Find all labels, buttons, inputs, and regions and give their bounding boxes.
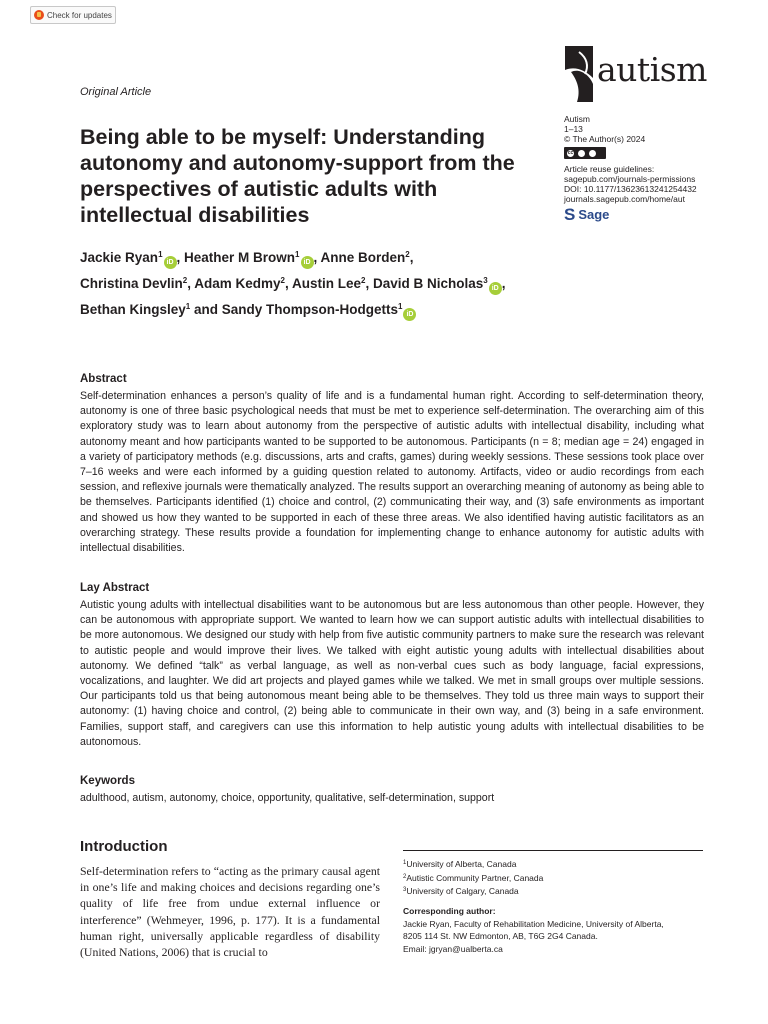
author-separator: , [501, 276, 506, 291]
author-separator: , [187, 276, 195, 291]
author-separator: , [176, 250, 185, 265]
author-name[interactable]: David B Nicholas [372, 276, 484, 291]
affiliation-text: University of Calgary, Canada [406, 886, 519, 896]
abstract-text: Self-determination enhances a person’s quality of life and is a fundamental human right. According to self-determination theory, autonomy is one of three basic psychological needs that must be met to experience self-determination. The overarching aim of this exploratory study was to learn about autonomy from the perspective of autistic adults with intellectual disability, including what autonomy meant and how participants wanted to be supported to be autonomous. Participants (n = 8; median age = 24) engaged in a variety of participatory methods (e.g. discussions, arts and crafts, games) during weekly sessions. These sessions took place over 7–16 weeks and were each informed by a guiding question related to autonomy. Artifacts, video or audio recordings from each session, and reflexive journals were thematically analyzed. The results support an overarching meaning of autonomy as being able to be themselves. Participants identified (1) choice and control, (2) communicating their way, and (3) safe environments as important and showed us how they wanted to be supported in each of these three areas. We also identified having autistic facilitators as an overarching strategy. These results provide a foundation for implementing change to enhance autonomy for autistic adults with intellectual disabilities. [80, 390, 705, 555]
author-affiliation: 2 [182, 276, 188, 285]
author-separator: , [409, 250, 414, 265]
author-affiliation: 2 [361, 276, 366, 285]
affiliation-item [403, 857, 703, 871]
affiliation-number: 2 [403, 873, 407, 880]
cc-nc-icon [588, 149, 597, 158]
author-affiliation: 1 [185, 302, 191, 311]
journal-home-link[interactable]: journals.sagepub.com/home/aut [564, 194, 685, 204]
author-affiliation: 3 [483, 276, 488, 285]
author-name[interactable]: Jackie Ryan [80, 250, 159, 265]
author-separator: , [284, 276, 292, 291]
corresponding-email[interactable]: Email: jgryan@ualberta.ca [403, 943, 503, 954]
lay-abstract-heading: Lay Abstract [80, 582, 150, 594]
cc-by-icon [577, 149, 586, 158]
journal-name: Autism [564, 114, 590, 124]
lay-abstract-text: Autistic young adults with intellectual disabilities want to be autonomous but are less autonomous than other people. However, they can be autonomous with appropriate support. We wanted to learn how we can support autistic adults with intellectual disabilities to be more autonomous. We designed our study with help from five autistic community partners to make sure the research was relevant to autistic people and would improve their lives. We talked with eight autistic young adults with intellectual disabilities about autonomy. We defined “talk” as verbal language, as well as non-verbal cues such as body language, facial expressions, vocalizations, and laughter. We did art projects and played games while we talked. We met in small groups over multiple sessions. Our participants told us that being autonomous meant being able to be themselves. They told us three main ways to support their autonomy: (1) having choice and control, (2) being able to communicate in their own way, and (3) being in a safe environment. Families, support staff, and caregivers can use this information to help autistic young adults with intellectual disabilities to be autonomous. [80, 599, 704, 748]
journal-meta [564, 114, 734, 224]
author-separator: and [190, 302, 222, 317]
doi-link[interactable]: DOI: 10.1177/13623613241254432 [564, 184, 697, 194]
author-name[interactable]: Christina Devlin [80, 276, 183, 291]
introduction-text: Self-determination refers to “acting as the primary causal agent in one’s life and making choices and decisions regarding one’s quality of life free from undue external influence or interference” (Wehmeyer, 1996, p. 177). It is a fundamental human right, universally applicable regardless of disability (United Nations, 2006) that is crucial to [80, 864, 380, 960]
article-type: Original Article [80, 86, 152, 98]
author-name[interactable]: Adam Kedmy [194, 276, 281, 291]
journal-logo-text: autism [597, 50, 707, 89]
affiliation-item [403, 871, 703, 885]
check-for-updates-label: Check for updates [47, 10, 112, 20]
author-affiliation: 1 [398, 302, 403, 311]
affiliation-number: 3 [403, 887, 407, 893]
cc-mark: cc [567, 149, 574, 156]
corresponding-line1: Jackie Ryan, Faculty of Rehabilitation Medicine, University of Alberta, [403, 918, 664, 929]
introduction-heading: Introduction [80, 838, 168, 855]
author-list [80, 243, 600, 321]
author-affiliation: 1 [158, 250, 163, 259]
check-updates-icon [34, 10, 44, 20]
orcid-icon[interactable]: iD [489, 282, 502, 295]
keywords-text: adulthood, autism, autonomy, choice, opportunity, qualitative, self-determination, support [80, 792, 495, 804]
abstract-heading: Abstract [80, 373, 127, 385]
affiliation-list [403, 857, 703, 898]
author-affiliation: 2 [280, 276, 285, 285]
journal-pages: 1–13 [564, 124, 583, 134]
author-name[interactable]: Austin Lee [292, 276, 362, 291]
author-name[interactable]: Sandy Thompson-Hodgetts [221, 302, 398, 317]
author-affiliation: 2 [405, 250, 410, 259]
affiliation-text: Autistic Community Partner, Canada [406, 872, 544, 883]
orcid-icon[interactable]: iD [403, 308, 416, 321]
keywords-heading: Keywords [80, 775, 135, 787]
sage-logo-icon: S [564, 205, 576, 224]
affiliation-item [403, 884, 703, 898]
orcid-icon[interactable]: iD [164, 256, 177, 269]
sage-logo [564, 205, 734, 224]
author-name[interactable]: Bethan Kingsley [80, 302, 186, 317]
article-title: Being able to be myself: Understanding autonomy and autonomy-support from the perspectives of autistic adults with intellectual disabilities [80, 125, 515, 227]
corresponding-line2: 8205 114 St. NW Edmonton, AB, T6G 2G4 Canada. [403, 931, 598, 941]
author-name[interactable]: Heather M Brown [184, 250, 296, 265]
corresponding-author [403, 905, 713, 955]
author-separator: , [365, 276, 373, 291]
affiliation-text: University of Alberta, Canada [406, 859, 517, 869]
author-separator: , [313, 250, 321, 265]
orcid-icon[interactable]: iD [301, 256, 314, 269]
publisher-name: Sage [578, 207, 610, 222]
corresponding-label: Corresponding author: [403, 906, 496, 916]
footnote-divider [403, 850, 703, 851]
affiliation-number: 1 [403, 860, 407, 866]
journal-copyright: © The Author(s) 2024 [564, 134, 646, 144]
reuse-link[interactable]: sagepub.com/journals-permissions [564, 174, 696, 184]
check-for-updates-button[interactable] [30, 6, 116, 24]
author-name[interactable]: Anne Borden [320, 250, 406, 265]
cc-license-icon[interactable] [564, 147, 606, 159]
reuse-label: Article reuse guidelines: [564, 164, 655, 174]
author-affiliation: 1 [295, 250, 300, 259]
